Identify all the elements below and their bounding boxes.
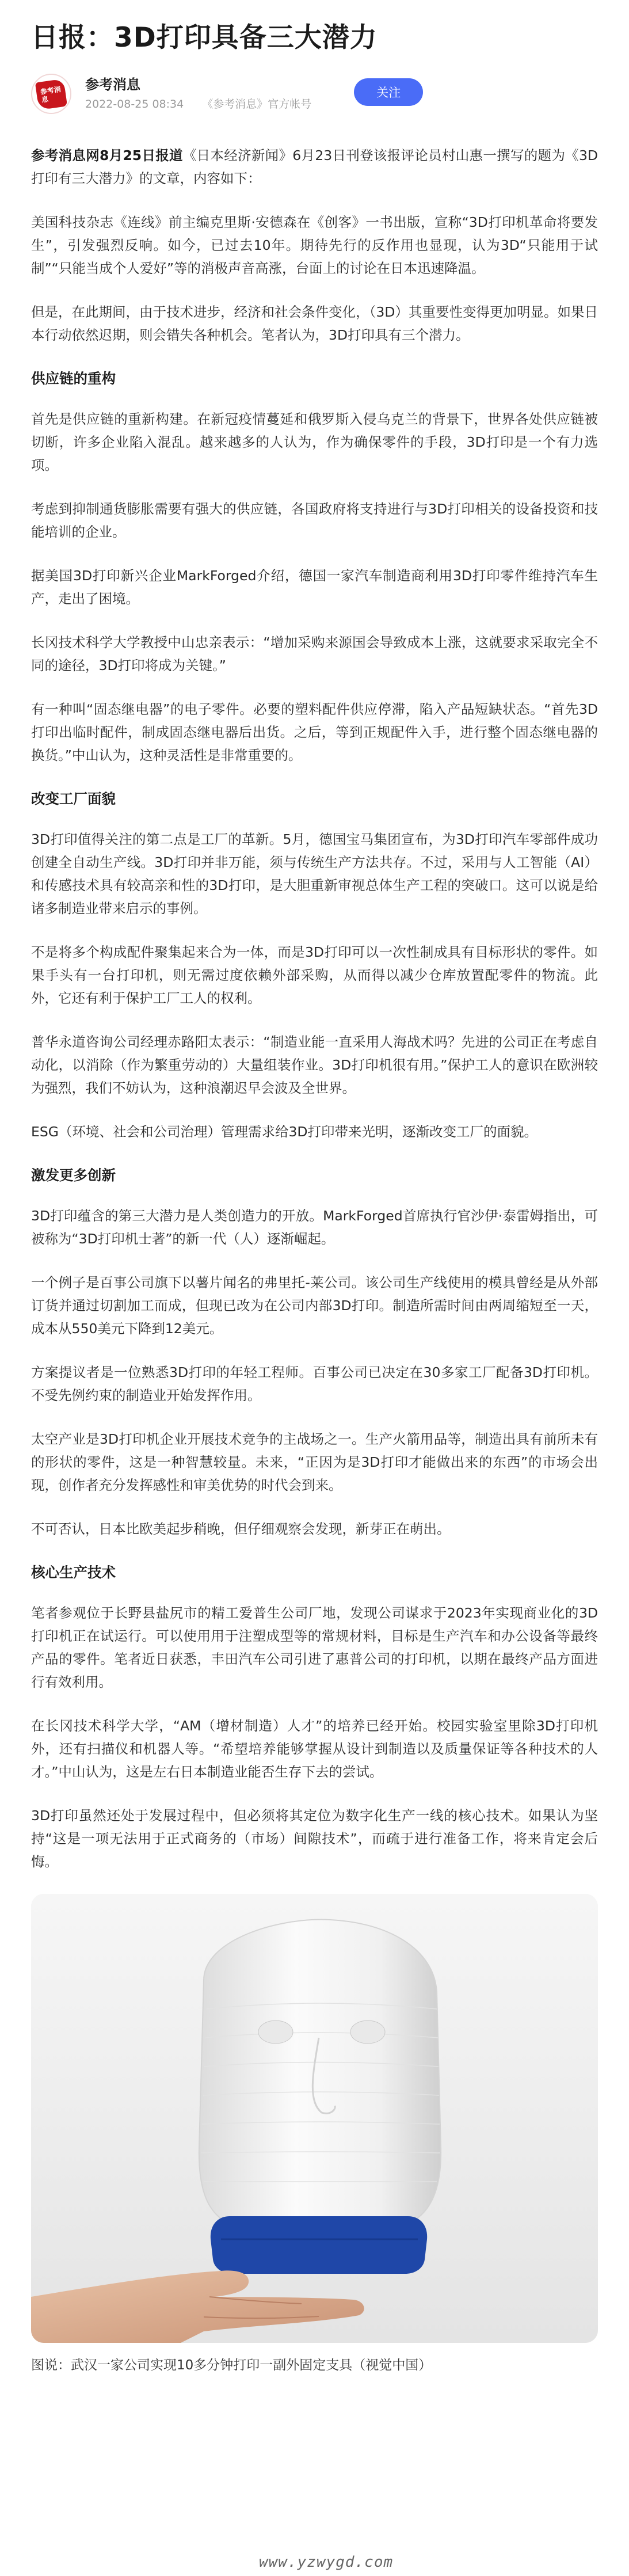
photo-caption: 图说：武汉一家公司实现10多分钟打印一副外固定支具（视觉中国） — [31, 2358, 432, 2373]
logo-seal-text: 参考消息 — [40, 85, 62, 104]
author-name[interactable]: 参考消息 — [85, 77, 140, 93]
publish-date: 2022-08-25 08:34 — [85, 98, 184, 111]
body-paragraph: 不可否认，日本比欧美起步稍晚，但仔细观察会发现，新芽正在萌出。 — [31, 1521, 451, 1537]
body-paragraph: 方案提议者是一位熟悉3D打印的年轻工程师。百事公司已决定在30多家工厂配备3D打印机。不受先例约束的制造业开始发挥作用。 — [31, 1364, 598, 1403]
body-paragraph: 3D打印蕴含的第三大潜力是人类创造力的开放。MarkForged首席执行官沙伊·泰雷姆指出，可被称为“3D打印机士著”的新一代（人）逐渐崛起。 — [31, 1208, 598, 1247]
intro-paragraph: 但是，在此期间，由于技术进步，经济和社会条件变化，（3D）其重要性变得更加明显。如果日本行动依然迟期，则会错失各种机会。笔者认为，3D打印具有三个潜力。 — [31, 304, 598, 343]
body-paragraph: 笔者参观位于长野县盐尻市的精工爱普生公司厂地，发现公司谋求于2023年实现商业化的3D打印机正在试运行。可以使用用于注塑成型等的常规材料，目标是生产汽车和办公设备等最终产品的零件。笔者近日获悉，丰田汽车公司引进了惠普公司的打印机，以期在最终产品方面进行有效利用。 — [31, 1605, 598, 1690]
3d-printed-mask-photo-icon — [31, 1894, 598, 2343]
account-source: 《参考消息》官方帐号 — [202, 98, 312, 111]
body-paragraph: 有一种叫“固态继电器”的电子零件。必要的塑料配件供应停滞，陷入产品短缺状态。“首先3D打印出临时配件，制成固态继电器后出货。之后，等到正规配件入手，进行整个固态继电器的换货。”中山认为，这种灵活性是非常重要的。 — [31, 701, 598, 763]
body-paragraph: ESG（环境、社会和公司治理）管理需求给3D打印带来光明，逐渐改变工厂的面貌。 — [31, 1124, 538, 1140]
lead-dateline: 参考消息网8月25日报道 — [31, 147, 183, 163]
body-paragraph: 首先是供应链的重新构建。在新冠疫情蔓延和俄罗斯入侵乌克兰的背景下，世界各处供应链被切断，许多企业陷入混乱。越来越多的人认为，作为确保零件的手段，3D打印是一个有力选项。 — [31, 411, 598, 473]
body-paragraph: 不是将多个构成配件聚集起来合为一体，而是3D打印可以一次性制成具有目标形状的零件。如果手头有一台打印机，则无需过度依赖外部采购，从而得以减少仓库放置配零件的物流。此外，它还有利于保护工厂工人的权利。 — [31, 944, 598, 1006]
body-paragraph: 普华永道咨询公司经理赤路阳太表示：“制造业能一直采用人海战术吗？先进的公司正在考虑自动化，以消除（作为繁重劳动的）大量组装作业。3D打印机很有用。”保护工人的意识在欧洲较为强烈，我们不妨认为，这种浪潮迟早会波及全世界。 — [31, 1034, 598, 1096]
body-paragraph: 据美国3D打印新兴企业MarkForged介绍，德国一家汽车制造商利用3D打印零件维持汽车生产，走出了困境。 — [31, 568, 598, 607]
follow-button[interactable]: 关注 — [354, 78, 423, 106]
article-photo[interactable] — [31, 1894, 598, 2343]
section-heading: 改变工厂面貌 — [31, 790, 116, 807]
lead-paragraph — [31, 144, 598, 190]
author-avatar[interactable] — [31, 74, 71, 114]
article-title: 日报：3D打印具备三大潜力 — [31, 22, 378, 54]
body-paragraph: 考虑到抑制通货膨胀需要有强大的供应链，各国政府将支持进行与3D打印相关的设备投资和技能培训的企业。 — [31, 501, 598, 540]
section-heading: 激发更多创新 — [31, 1167, 116, 1184]
section-heading: 核心生产技术 — [31, 1564, 116, 1581]
intro-paragraph: 美国科技杂志《连线》前主编克里斯·安德森在《创客》一书出版，宣称“3D打印机革命将要发生”，引发强烈反响。如今，已过去10年。期待先行的反作用也显现，认为3D“只能用于试制”“只能当成个人爱好”等的消极声音高涨，台面上的讨论在日本迅速降温。 — [31, 214, 598, 276]
author-meta — [85, 75, 326, 112]
lead-text: 《日本经济新闻》6月23日刊登该报评论员村山惠一撰写的题为《3D打印有三大潜力》的文章，内容如下： — [31, 147, 598, 187]
body-paragraph: 3D打印值得关注的第二点是工厂的革新。5月，德国宝马集团宣布，为3D打印汽车零部件成功创建全自动生产线。3D打印并非万能，须与传统生产方法共存。不过，采用与人工智能（AI）和传感技术具有较高亲和性的3D打印，是大胆重新审视总体生产工程的突破口。这可以说是给诸多制造业带来启示的事例。 — [31, 831, 598, 916]
body-paragraph: 一个例子是百事公司旗下以薯片闻名的弗里托-莱公司。该公司生产线使用的模具曾经是从外部订货并通过切割加工而成，但现已改为在公司内部3D打印。制造所需时间由两周缩短至一天，成本从550美元下降到12美元。 — [31, 1274, 598, 1337]
body-paragraph: 3D打印虽然还处于发展过程中，但必须将其定位为数字化生产一线的核心技术。如果认为坚持“这是一项无法用于正式商务的（市场）间隙技术”，而疏于进行准备工作，将来肯定会后悔。 — [31, 1808, 598, 1870]
author-row — [31, 71, 598, 116]
section-heading: 供应链的重构 — [31, 370, 116, 387]
body-paragraph: 长冈技术科学大学教授中山忠亲表示：“增加采购来源国会导致成本上涨，这就要求采取完全不同的途径，3D打印将成为关键。” — [31, 634, 598, 674]
body-paragraph: 太空产业是3D打印机企业开展技术竞争的主战场之一。生产火箭用品等，制造出具有前所未有的形状的零件，这是一种智慧较量。未来，“正因为是3D打印才能做出来的东西”的市场会出现，创作者充分发挥感性和审美优势的时代会到来。 — [31, 1431, 598, 1493]
site-watermark: www.yzwygd.com — [259, 2554, 394, 2571]
body-paragraph: 在长冈技术科学大学，“AM（增材制造）人才”的培养已经开始。校园实验室里除3D打印机外，还有扫描仪和机器人等。“希望培养能够掌握从设计到制造以及质量保证等各种技术的人才。”中山认为，这是左右日本制造业能否生存下去的尝试。 — [31, 1718, 598, 1780]
author-sub — [85, 96, 326, 112]
